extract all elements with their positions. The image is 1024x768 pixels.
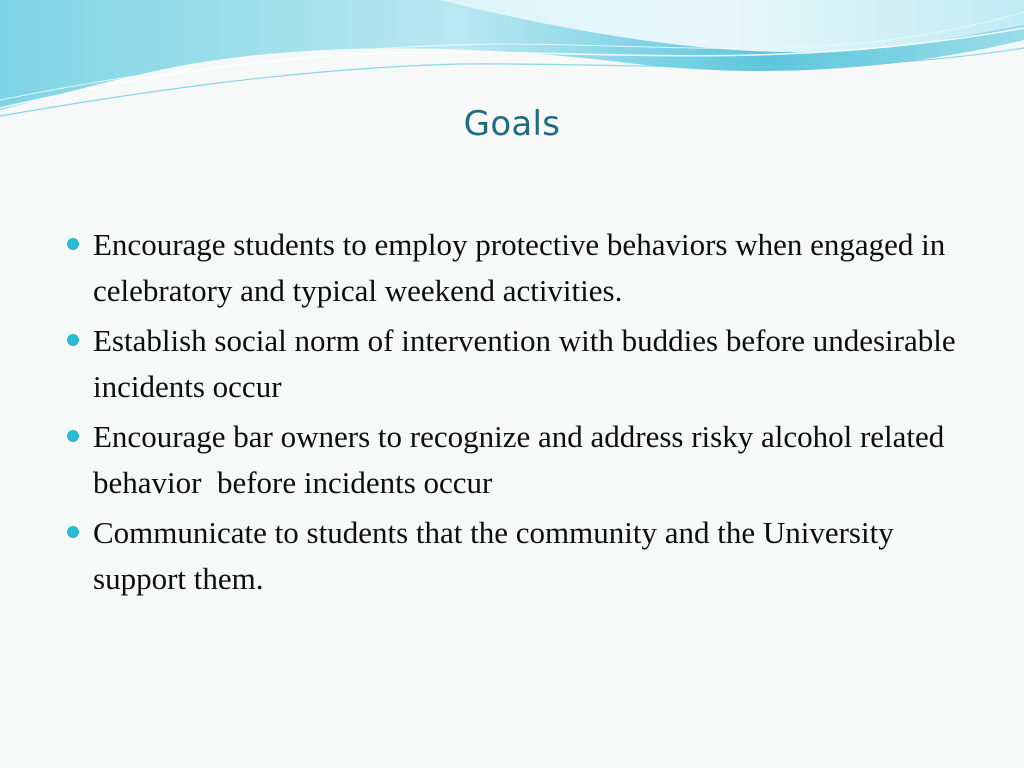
- bullet-text: Communicate to students that the community and the University support them.: [93, 515, 902, 596]
- bullet-dot-icon: [67, 334, 79, 346]
- bullet-dot-icon: [67, 238, 79, 250]
- bullet-item: [62, 414, 982, 505]
- bullet-text: Encourage bar owners to recognize and address risky alcohol related behavior before incidents occur: [93, 419, 953, 500]
- bullet-list: [62, 222, 982, 606]
- bullet-item: [62, 318, 982, 409]
- bullet-item: [62, 510, 982, 601]
- bullet-text: Encourage students to employ protective behaviors when engaged in celebratory and typical weekend activities.: [93, 227, 953, 308]
- bullet-dot-icon: [67, 430, 79, 442]
- bullet-dot-icon: [67, 526, 79, 538]
- bullet-item: [62, 222, 982, 313]
- slide-title: Goals: [463, 104, 561, 144]
- bullet-text: Establish social norm of intervention with buddies before undesirable incidents occur: [93, 323, 964, 404]
